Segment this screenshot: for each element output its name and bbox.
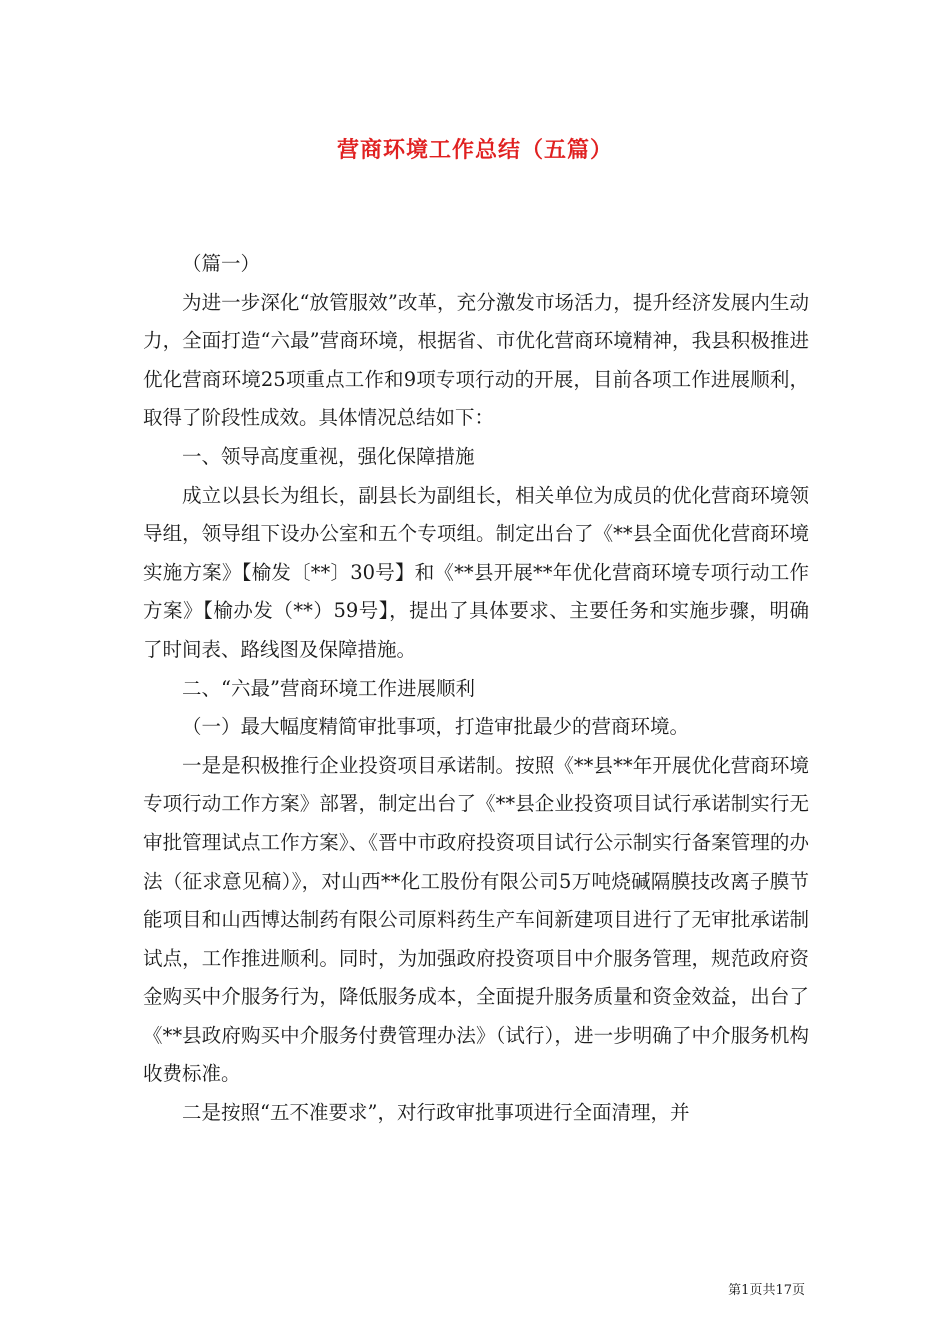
page-number-footer: 第1页共17页	[728, 1283, 805, 1298]
document-title: 营商环境工作总结（五篇）	[336, 137, 613, 163]
heading-section-2: 二、“六最”营商环境工作进展顺利	[182, 676, 475, 700]
paragraph-2-1-a: 一是是积极推行企业投资项目承诺制。按照《**县**年开展优化营商环境专项行动工作方案》部署，制定出台了《**县企业投资项目试行承诺制实行无审批管理试点工作方案》、《晋中市政府投资项目试行公示制实行备案管理的办法（征求意见稿）》，对山西**化工股份有限公司5万吨烧碱隔膜技改离子膜节能项目和山西博达制药有限公司原料药生产车间新建项目进行了无审批承诺制试点，工作推进顺利。同时，为加强政府投资项目中介服务管理，规范政府资金购买中介服务行为，降低服务成本，全面提升服务质量和资金效益，出台了《**县政府购买中介服务付费管理办法》（试行），进一步明确了中介服务机构收费标准。	[143, 753, 809, 1086]
subheading-2-1: （一）最大幅度精简审批事项，打造审批最少的营商环境。	[182, 715, 690, 739]
paragraph-intro: 为进一步深化“放管服效”改革，充分激发市场活力，提升经济发展内生动力，全面打造“六最”营商环境，根据省、市优化营商环境精神，我县积极推进优化营商环境25项重点工作和9项专项行动的开展，目前各项工作进展顺利，取得了阶段性成效。具体情况总结如下：	[143, 290, 809, 430]
paragraph-section-label: （篇一）	[182, 252, 261, 275]
document-body	[143, 245, 809, 1133]
paragraph-2-1-b: 二是按照“五不准要求”，对行政审批事项进行全面清理，并	[182, 1101, 690, 1125]
paragraph-section-1: 成立以县长为组长，副县长为副组长，相关单位为成员的优化营商环境领导组，领导组下设办公室和五个专项组。制定出台了《**县全面优化营商环境实施方案》【榆发〔**〕30号】和《**县开展**年优化营商环境专项行动工作方案》【榆办发（**）59号】，提出了具体要求、主要任务和实施步骤，明确了时间表、路线图及保障措施。	[143, 483, 809, 661]
heading-section-1: 一、领导高度重视，强化保障措施	[182, 444, 475, 468]
